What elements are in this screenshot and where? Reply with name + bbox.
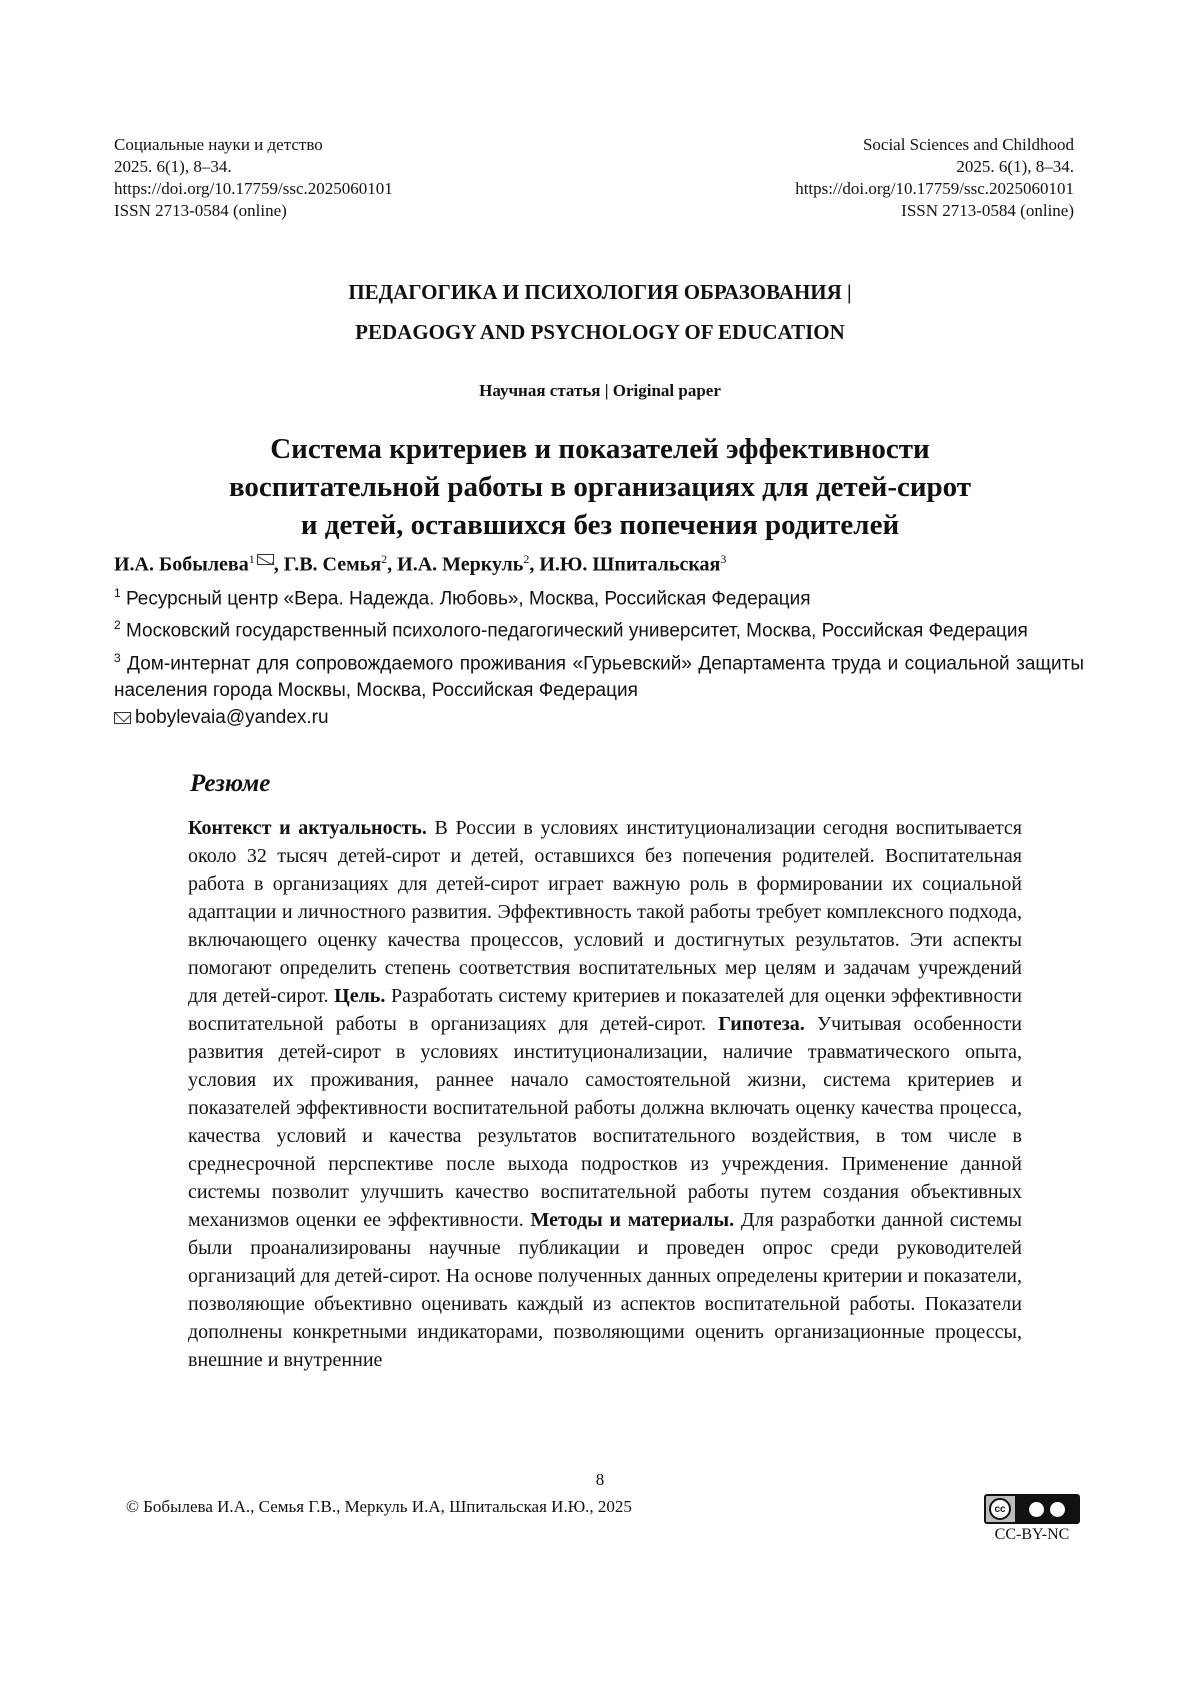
abstract-label: Контекст и актуальность. [188,817,427,839]
license-block [984,1494,1084,1544]
affiliation-item: $^2$ Московский государственный психолого-педагогический университет, Москва, Российская Федерация [114,618,1028,642]
article-title [120,430,1080,544]
title-line: и детей, оставшихся без попечения родителей [300,509,900,541]
issn-en: ISSN 2713-0584 (online) [901,201,1074,220]
issue-info-en: 2025. 6(1), 8–34. [956,157,1074,176]
contact-email [114,704,1084,731]
license-label: CC-BY-NC [994,1526,1070,1543]
title-line: Система критериев и показателей эффективности [270,433,930,465]
abstract-heading: Резюме [190,770,271,797]
abstract-label: Гипотеза. [718,1013,805,1035]
author-name: Г.В. Семья [283,553,382,576]
title-line: воспитательной работы в организациях для детей-сирот [228,471,972,503]
paper-type: Научная статья | Original paper [479,381,721,400]
cc-license-icon[interactable] [984,1494,1080,1524]
email-link[interactable]: bobylevaia@yandex.ru [135,706,329,728]
section-heading-ru: ПЕДАГОГИКА И ПСИХОЛОГИЯ ОБРАЗОВАНИЯ | [348,280,852,304]
journal-name-en: Social Sciences and Childhood [862,135,1074,154]
abstract-label: Методы и материалы. [530,1209,735,1231]
author-affiliation-mark: 2 [523,552,530,566]
issue-info-ru: 2025. 6(1), 8–34. [114,157,232,176]
author-affiliation-mark: 2 [381,552,388,566]
author-affiliation-mark: 3 [720,552,727,566]
copyright-line: © Бобылева И.А., Семья Г.В., Меркуль И.А, Шпитальская И.Ю., 2025 [126,1497,632,1516]
envelope-icon [257,554,274,565]
section-heading-en: PEDAGOGY AND PSYCHOLOGY OF EDUCATION [355,320,845,344]
abstract-label: Цель. [334,985,386,1007]
author-list: И.А. Бобылева$^1$ , Г.В. Семья$^2$, И.А. Меркуль$^2$, И.Ю. Шпитальская$^3$ [114,552,727,576]
envelope-icon [114,712,131,724]
doi-link-ru[interactable]: https://doi.org/10.17759/ssc.2025060101 [114,179,393,198]
affiliations [114,580,1084,731]
doi-link-en[interactable]: https://doi.org/10.17759/ssc.2025060101 [795,179,1074,198]
noncommercial-icon [1049,1501,1066,1518]
author-name: И.А. Меркуль [397,553,524,576]
journal-header-en [795,134,1074,222]
affiliation-item: $^1$ Ресурсный центр «Вера. Надежда. Любовь», Москва, Российская Федерация [114,586,811,610]
author-affiliation-mark: 1 [248,552,255,566]
author-name: И.А. Бобылева [114,553,249,576]
author-name: И.Ю. Шпитальская [539,553,721,576]
affiliation-item: $^3$ Дом-интернат для сопровождаемого проживания «Гурьевский» Департамента труда и социальной защиты населения города Москвы, Москва, Российская Федерация [114,650,1084,701]
abstract-body: Контекст и актуальность. В России в условиях институционализации сегодня воспитывается около 32 тысяч детей-сирот и детей, оставшихся без попечения родителей. Воспитательная работа в организациях для детей-сирот играет важную роль в формировании их социальной адаптации и личностного развития. Эффективность такой работы требует комплексного подхода, включающего оценку качества процессов, условий и достигнутых результатов. Эти аспекты помогают определить степень соответствия воспитательных мер целям и задачам учреждений для детей-сирот. Цель. Разработать систему критериев и показателей для оценки эффективности воспитательной работы в организациях для детей-сирот. Гипотеза. Учитывая особенности развития детей-сирот в условиях институционализации, наличие травматического опыта, условия их проживания, раннее начало самостоятельной жизни, система критериев и показателей эффективности воспитательной работы должна включать оценку качества процесса, качества условий и качества результатов воспитательного воздействия, в том числе в среднесрочной перспективе после выхода подростков из учреждения. Применение данной системы позволит улучшить качество воспитательной работы путем создания объективных механизмов оценки ее эффективности. Методы и материалы. Для разработки данной системы были проанализированы научные публикации и проведен опрос среди руководителей организаций для детей-сирот. На основе полученных данных определены критерии и показатели, позволяющие объективно оценивать каждый из аспектов воспитательной работы. Показатели дополнены конкретными индикаторами, позволяющими оценить организационные процессы, внешние и внутренние [188,817,1023,1371]
journal-header-ru [114,134,393,222]
issn-ru: ISSN 2713-0584 (online) [114,201,287,220]
journal-name-ru: Социальные науки и детство [114,135,323,154]
by-attribution-icon [1028,1501,1045,1518]
cc-logo-icon: cc [989,1498,1011,1520]
page-number: 8 [595,1470,605,1489]
